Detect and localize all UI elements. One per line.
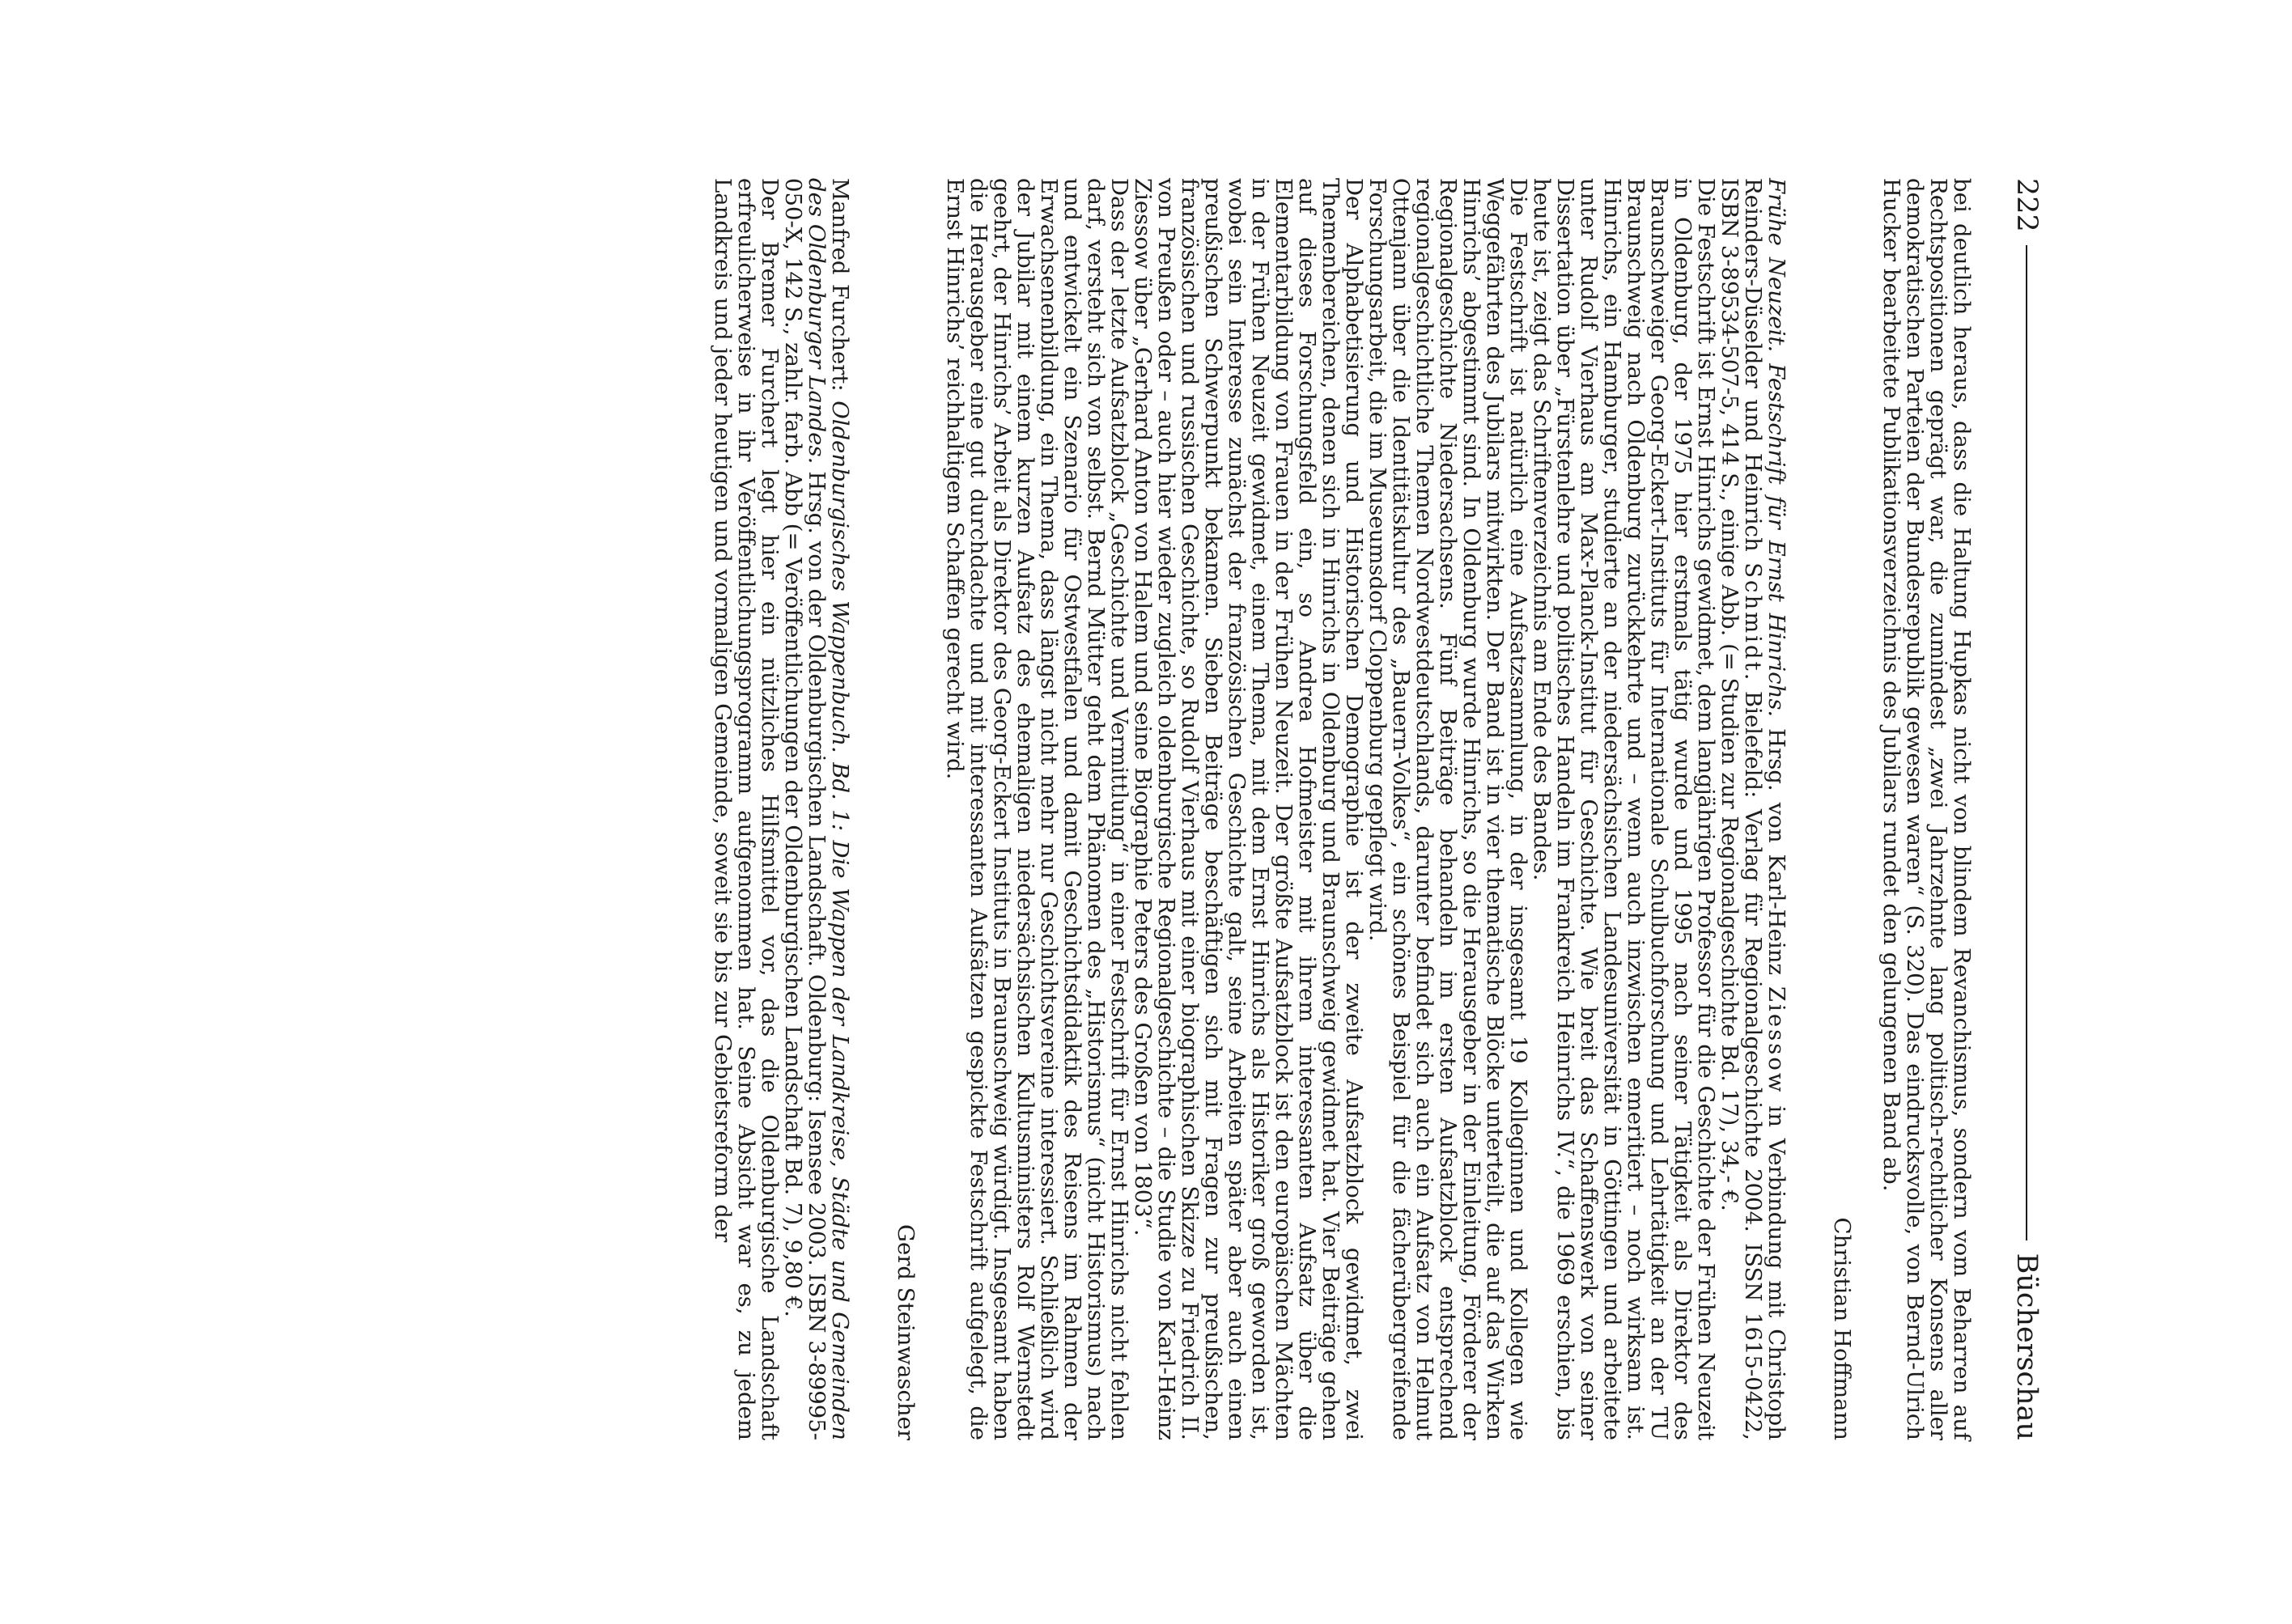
review2-paragraph: Der Alphabetisierung und Historischen Demographie ist der zweite Aufsatzblock gewidmet, zwei Themenbereichen, denen sich in Hinrichs in Oldenburg und Braunschweig gewidmet hat. Vier Beiträge gehen auf dieses Forschungsfeld ein, so Andrea Hofmeister mit ihrem interessanten Aufsatz über die Elementarbildung von Frauen in der Frühen Neuzeit. Der größte Aufsatzblock ist den europäischen Mächten in der Frühen Neuzeit gewidmet, einem Thema, mit dem Ernst Hinrichs als Historiker groß geworden ist, wobei sein Interesse zunächst der französischen Geschichte galt, seine Arbeiten später aber auch einen preußischen Schwerpunkt bekamen. Sieben Beiträge beschäftigen sich mit Fragen zur preußischen, französischen und russischen Geschichte, so Rudolf Vierhaus mit einer biographischen Skizze zu Friedrich II. von Preußen oder – auch hier wieder zugleich oldenburgische Regionalgeschichte – die Studie von Karl-Heinz Ziessow über „Gerhard Anton von Halem und seine Biographie Peters des Großen von 1803“. (1130, 178, 1367, 1440)
section-title: Bücherschau (2010, 1253, 2043, 1440)
rotated-page (711, 178, 2056, 1440)
review2-bibliographic-entry (1717, 178, 1788, 1440)
review2-editor1: Ziessow (1764, 986, 1789, 1095)
running-head (1997, 178, 2056, 1440)
review3-author: Manfred Furchert: (827, 178, 853, 401)
review1-reviewer: Christian Hoffmann (1829, 1217, 1855, 1440)
review3-bibliographic-entry (781, 178, 851, 1440)
review2-paragraph: Die Festschrift ist Ernst Hinrichs gewidmet, dem langjährigen Professor für die Geschichte der Frühen Neuzeit in Oldenburg, der 1975 hier erstmals tätig wurde und 1995 nach seiner Tätigkeit als Direktor des Braunschweiger Georg-Eckert-Instituts für Internationale Schulbuchforschung und Lehrtätigkeit an der TU Braunschweig nach Oldenburg zurückkehrte und – wenn auch inzwischen emeritiert – noch wirksam ist. Hinrichs, ein Hamburger, studierte an der niedersächsischen Landesuniversität in Göttingen und arbeitete unter Rudolf Vierhaus am Max-Planck-Institut für Geschichte. Wie breit das Schaffenswerk von seiner Dissertation über „Fürstenlehre und politisches Handeln im Frankreich Heinrichs IV.“, die 1969 erschien, bis heute ist, zeigt das Schriftenverzeichnis am Ende des Bandes. (1529, 178, 1719, 1440)
review2-editors-mid: in Verbindung mit Christoph Reinders-Düselder und Heinrich (1740, 178, 1789, 1441)
review2-biblio: . Bielefeld: Verlag für Regionalgeschichte 2004. ISSN 1615-0422, ISBN 3-89534-507-5, 414 S., einige Abb. (= Studien zur Regionalgeschichte Bd. 17), 34,- €. (1717, 178, 1766, 1440)
page-number: 222 (2010, 178, 2043, 232)
review1-tail-paragraph: bei deutlich heraus, dass die Haltung Hupkas nicht von blindem Revanchismus, sondern vom Beharren auf Rechtspositionen geprägt war, die zumindest „zwei Jahrzehnte lang politisch-rechtlicher Konsens aller demokratischen Parteien der Bundesrepublik gewesen waren“ (S. 320). Das eindrucksvolle, von Bernd-Ulrich Hucker bearbeitete Publikationsverzeichnis des Jubilars rundet den gelungenen Band ab. (1878, 178, 1975, 1440)
review2-reviewer: Gerd Steinwascher (893, 1224, 919, 1440)
review3-paragraph: Der Bremer Furchert legt hier ein nützliches Hilfsmittel vor, das die Oldenburgische Landschaft erfreulicherweise in ihr Veröffentlichungsprogramm aufgenommen hat. Seine Absicht war es, zu jedem Landkreis und jeder heutigen und vormaligen Gemeinde, soweit sie bis zur Gebietsreform der (710, 178, 783, 1440)
page-body (711, 178, 1973, 1440)
review2-paragraph: Dass der letzte Aufsatzblock „Geschichte und Vermittlung“ in einer Festschrift für Ernst Hinrichs nicht fehlen darf, versteht sich von selbst. Bernd Mütter geht dem Phänomen des „Historismus“ (nicht Historismus) nach und entwickelt ein Szenario für Ostwestfalen und damit Geschichtsdidaktik des Reisens im Rahmen der Erwachsenenbildung, ein Thema, dass längst nicht mehr nur Geschichtsvereine interessiert. Schließlich wird der Jubilar mit einem kurzen Aufsatz des ehemaligen niedersächsischen Kultusministers Rolf Wernstedt geehrt, der Hinrichs’ Arbeit als Direktor des Georg-Eckert Instituts in Braunschweig würdigt. Insgesamt haben die Herausgeber eine gut durchdachte und mit interessanten Aufsätzen gespickte Festschrift aufgelegt, die Ernst Hinrichs’ reichhaltigem Schaffen gerecht wird. (942, 178, 1132, 1440)
review2-book-title: Frühe Neuzeit. Festschrift für Ernst Hinrichs. (1764, 178, 1789, 718)
review2-editor2: Schmidt (1740, 562, 1766, 673)
review3-book-title: Oldenburgisches Wappenbuch. Bd. 1: Die Wappen der Landkreise, Städte und Gemeinden des Oldenburger Landes. (804, 178, 853, 1440)
header-rule (2026, 245, 2027, 1240)
review2-paragraph: Die Festschrift ist natürlich eine Aufsatzsammlung, in der insgesamt 19 Kolleginnen und Kollegen wie Weggefährten des Jubilars mitwirkten. Der Band ist in vier thematische Blöcke unterteilt, die auf das Wirken Hinrichs’ abgestimmt sind. In Oldenburg wurde Hinrichs, so die Herausgeber in der Einleitung, Förderer der Regionalgeschichte Niedersachsens. Fünf Beiträge behandeln im ersten Aufsatzblock entsprechend regionalgeschichtliche Themen Nordwestdeutschlands, darunter befindet sich auch ein Aufsatz von Helmut Ottenjann über die Identitätskultur des „Bauern-Volkes“, ein schönes Beispiel für die fächerübergreifende Forschungsarbeit, die im Museumsdorf Cloppenburg gepflegt wird. (1365, 178, 1531, 1440)
review3-biblio: Hrsg. von der Oldenburgischen Landschaft. Oldenburg: Isensee 2003. ISBN 3-89995-050-X, 142 S., zahlr. farb. Abb (= Veröffentlichungen der Oldenburgischen Landschaft Bd. 7), 9,80 €. (780, 178, 830, 1440)
review2-editors-pre: Hrsg. von Karl-Heinz (1764, 717, 1789, 986)
